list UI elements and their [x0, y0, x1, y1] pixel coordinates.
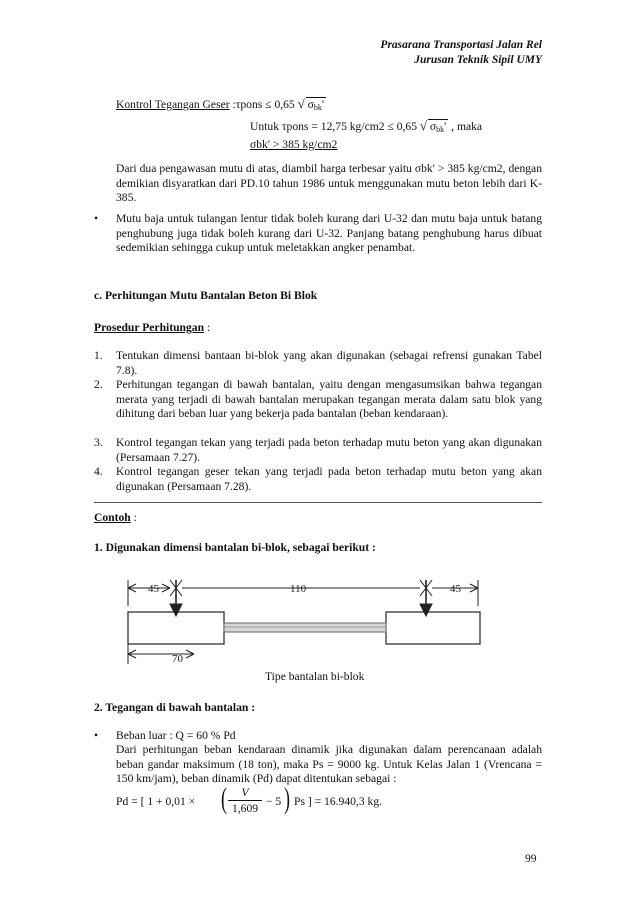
- bullet-dot: •: [94, 729, 99, 742]
- beban-luar: Beban luar : Q = 60 % Pd: [116, 729, 236, 742]
- divider: [94, 502, 542, 503]
- dim-label-left: 45: [148, 583, 159, 595]
- step-text: Tentukan dimensi bantaan bi-blok yang akan digunakan (sebagai refrensi gunakan Tabel 7.8).: [116, 349, 542, 377]
- sqrt-sigma-1: √ $\sigma_{bk}'$: [298, 98, 326, 115]
- sqrt-sigma-2: √ $\sigma_{bk}'$: [420, 120, 448, 137]
- pd-lhs: Pd = [ 1 + 0,01 ×: [116, 795, 196, 808]
- step-text: Kontrol tegangan tekan yang terjadi pada beton terhadap mutu beton yang akan digunakan (Persamaan 7.27).: [116, 436, 542, 464]
- paragraph-conclusion: Dari dua pengawasan mutu di atas, diambil harga terbesar yaitu σbk' > 385 kg/cm2, dengan demikian disyaratkan dari PD.10 tahun 1986 untuk menggunakan mutu beton lebih dari K-385.: [116, 162, 542, 204]
- bi-block-sleeper-diagram: [120, 572, 500, 672]
- bullet-dot: •: [94, 212, 99, 225]
- kontrol-line-2: [250, 120, 482, 137]
- paragraph-beban: Dari perhitungan beban kendaraan dinamik jika digunakan dalam perencanaan adalah beban gandar maksimum (18 ton), maka Ps = 9000 kg. Untuk Kelas Jalan 1 (Vrencana = 150 km/jam), beban dinamik (Pd) dapat ditentukan sebagai :: [116, 743, 542, 785]
- arrowhead: [170, 604, 182, 616]
- header-course: Prasarana Transportasi Jalan Rel: [380, 39, 542, 51]
- minus-five: − 5: [266, 795, 282, 808]
- step-number: 1.: [94, 349, 103, 362]
- kontrol-formula: :τpons ≤ 0,65: [232, 98, 295, 111]
- figure-caption: Tipe bantalan bi-blok: [265, 670, 365, 683]
- prosedur-colon: :: [204, 321, 211, 334]
- section-c-heading: c. Perhitungan Mutu Bantalan Beton Bi Blok: [94, 289, 318, 302]
- kontrol-label: Kontrol Tegangan Geser: [116, 98, 230, 111]
- prosedur-label: Prosedur Perhitungan: [94, 321, 205, 334]
- running-header: [380, 38, 542, 68]
- pd-rhs: Ps ] = 16.940,3 kg.: [294, 795, 383, 808]
- dim-label-right: 45: [450, 583, 461, 595]
- heading-dimensi: 1. Digunakan dimensi bantalan bi-blok, sebagai berikut :: [94, 541, 376, 554]
- frac-denominator: 1,609: [231, 802, 259, 815]
- kontrol-maka: , maka: [451, 120, 483, 133]
- contoh-label: Contoh: [94, 511, 131, 524]
- prosedur-heading: [94, 321, 210, 335]
- frac-line: [228, 800, 262, 801]
- dim-label-bottom: 70: [172, 653, 183, 665]
- heading-tegangan: 2. Tegangan di bawah bantalan :: [94, 701, 256, 714]
- kontrol-untuk: Untuk τpons = 12,75 kg/cm2 ≤ 0,65: [250, 120, 417, 133]
- dim-label-mid: 110: [290, 583, 307, 595]
- kontrol-result: σbk' > 385 kg/cm2: [250, 138, 338, 151]
- contoh-heading: [94, 511, 137, 525]
- header-dept: Jurusan Teknik Sipil UMY: [414, 54, 542, 66]
- step-text: Kontrol tegangan geser tekan yang terjadi pada beton terhadap mutu beton yang akan digunakan (Persamaan 7.28).: [116, 465, 542, 493]
- arrowhead: [420, 604, 432, 616]
- bullet-baja: Mutu baja untuk tulangan lentur tidak boleh kurang dari U-32 dan mutu baja untuk batang penghubung juga tidak boleh kurang dari U-32. Panjang batang penghubung harus dibuat sedemikian sehingga cukup untuk meletakkan angker penambat.: [116, 212, 542, 254]
- step-number: 3.: [94, 436, 103, 449]
- kontrol-line-1: [116, 98, 326, 115]
- frac-numerator: V: [241, 786, 249, 799]
- step-number: 4.: [94, 465, 103, 478]
- page-number: 99: [525, 852, 537, 865]
- contoh-colon: :: [130, 511, 137, 524]
- paren-close: ): [284, 782, 290, 815]
- concrete-block-right: [386, 612, 480, 644]
- paren-open: (: [221, 782, 227, 815]
- step-number: 2.: [94, 378, 103, 391]
- step-text: Perhitungan tegangan di bawah bantalan, yaitu dengan mengasumsikan bahwa tegangan merata yang terjadi di bawah bantalan merupakan tegangan merata dalam satu blok yang dihitung dari beban luar yang bekerja pada bantalan (beban kendaraan).: [116, 378, 542, 420]
